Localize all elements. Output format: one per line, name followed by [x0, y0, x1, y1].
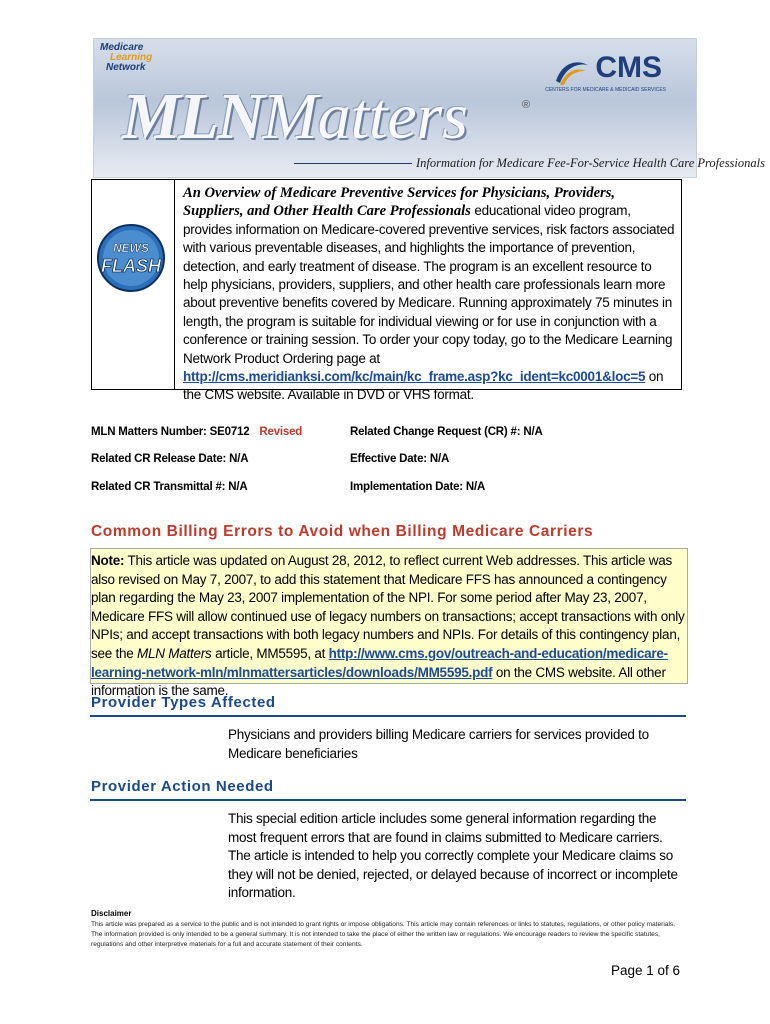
note-body-2: article, MM5595, at [211, 645, 329, 661]
mln-matters-banner [93, 38, 765, 178]
logo-line-1: Medicare [100, 42, 144, 53]
article-title: Common Billing Errors to Avoid when Billing Medicare Carriers [91, 523, 594, 540]
cms-subtitle: CENTERS FOR MEDICARE & MEDICAID SERVICES [545, 87, 666, 93]
provider-types-rule [90, 715, 686, 717]
implementation-date: Implementation Date: N/A [350, 481, 486, 493]
note-mln-matters: MLN Matters [137, 645, 212, 661]
note-body-3: on the CMS website. All other information is the same. [91, 664, 666, 699]
related-cr-number: Related Change Request (CR) #: N/A [350, 426, 543, 438]
medicare-learning-network-logo [100, 43, 160, 73]
mln-matters-number-label: MLN Matters Number: SE0712 [91, 426, 250, 438]
banner-rule [294, 163, 412, 164]
note-body-1: This article was updated on August 28, 2012, to reflect current Web addresses. This article was also revised on May 7, 2007, to add this statement that Medicare FFS has announced a contingency plan regarding the May 23, 2007 implementation of the NPI. For some period after May 23, 2007, Medicare FFS will allow continued use of legacy numbers on transactions; accept transactions with only NPIs; and accept transactions with both legacy numbers and NPIs. For details of this contingency plan, see the [91, 553, 685, 661]
provider-action-rule [90, 799, 686, 801]
registered-mark: ® [522, 99, 531, 111]
page-number: Page 1 of 6 [610, 963, 680, 978]
cr-transmittal: Related CR Transmittal #: N/A [91, 481, 248, 493]
provider-action-body: This special edition article includes some general information regarding the most frequent errors that are found in claims submitted to Medicare carriers. The article is intended to help you correctly complete your Medicare claims so they will not be denied, rejected, or delayed because of incorrect or incomplete information. [228, 811, 678, 901]
note-text [91, 552, 685, 701]
mm5595-link[interactable]: http://www.cms.gov/outreach-and-education/medicare-learning-network-mln/mlnmattersarticles/downloads/MM5595.pdf [91, 645, 668, 680]
provider-types-body: Physicians and providers billing Medicare carriers for services provided to Medicare beneficiaries [228, 727, 649, 761]
provider-types-heading: Provider Types Affected [91, 694, 276, 711]
cms-swoosh-icon [554, 57, 590, 87]
news-flash-icon-line-2: FLASH [101, 256, 161, 276]
cms-wordmark: CMS [595, 51, 662, 84]
logo-line-3: Network [106, 62, 146, 73]
note-label: Note: [91, 553, 125, 568]
banner-title-mln: MLN [122, 80, 263, 153]
mln-matters-number [91, 426, 302, 438]
cms-logo [545, 51, 666, 95]
news-flash-title: An Overview of Medicare Preventive Services for Physicians, Providers, Suppliers, and Other Health Care Professionals [183, 185, 616, 220]
banner-title-matters: Matters [262, 80, 468, 153]
news-flash-box [91, 179, 682, 403]
news-flash-icon-line-1: NEWS [113, 241, 149, 255]
news-flash-text [183, 184, 675, 405]
note-box [90, 548, 688, 699]
banner-title [122, 79, 468, 155]
disclaimer-body: This article was prepared as a service to the public and is not intended to grant rights or impose obligations. This article may contain references or links to statutes, regulations, or other policy materials. The information provided is only intended to be a general summary. It is not intended to take the place of either the written law or regulations. We encourage readers to review the specific statutes, regulations and other interpretive materials for a full and accurate statement of their contents. [91, 921, 676, 948]
logo-line-2: Learning [110, 52, 153, 63]
news-flash-body: educational video program, provides information on Medicare-covered preventive services, risk factors associated with various preventable diseases, and highlights the importance of prevention, detection, and early treatment of disease. The program is an excellent resource to help physicians, providers, suppliers, and other health care professionals learn more about preventive benefits covered by Medicare. Running approximately 75 minutes in length, the program is suitable for individual viewing or for use in conjunction with a conference or training session. To order your copy today, go to the Medicare Learning Network Product Ordering page at [183, 203, 675, 366]
provider-action-heading: Provider Action Needed [91, 778, 274, 795]
ordering-page-link[interactable]: http://cms.meridianksi.com/kc/main/kc_frame.asp?kc_ident=kc0001&loc=5 [183, 369, 646, 385]
disclaimer-heading: Disclaimer [91, 909, 132, 918]
flash-divider [174, 180, 175, 389]
banner-tagline: Information for Medicare Fee-For-Service Health Care Professionals [416, 156, 765, 170]
revised-badge: Revised [259, 426, 303, 438]
news-flash-icon [95, 222, 167, 294]
cr-release-date: Related CR Release Date: N/A [91, 453, 249, 465]
effective-date: Effective Date: N/A [350, 453, 450, 465]
news-flash-tail: on the CMS website. Available in DVD or VHS format. [183, 369, 664, 403]
